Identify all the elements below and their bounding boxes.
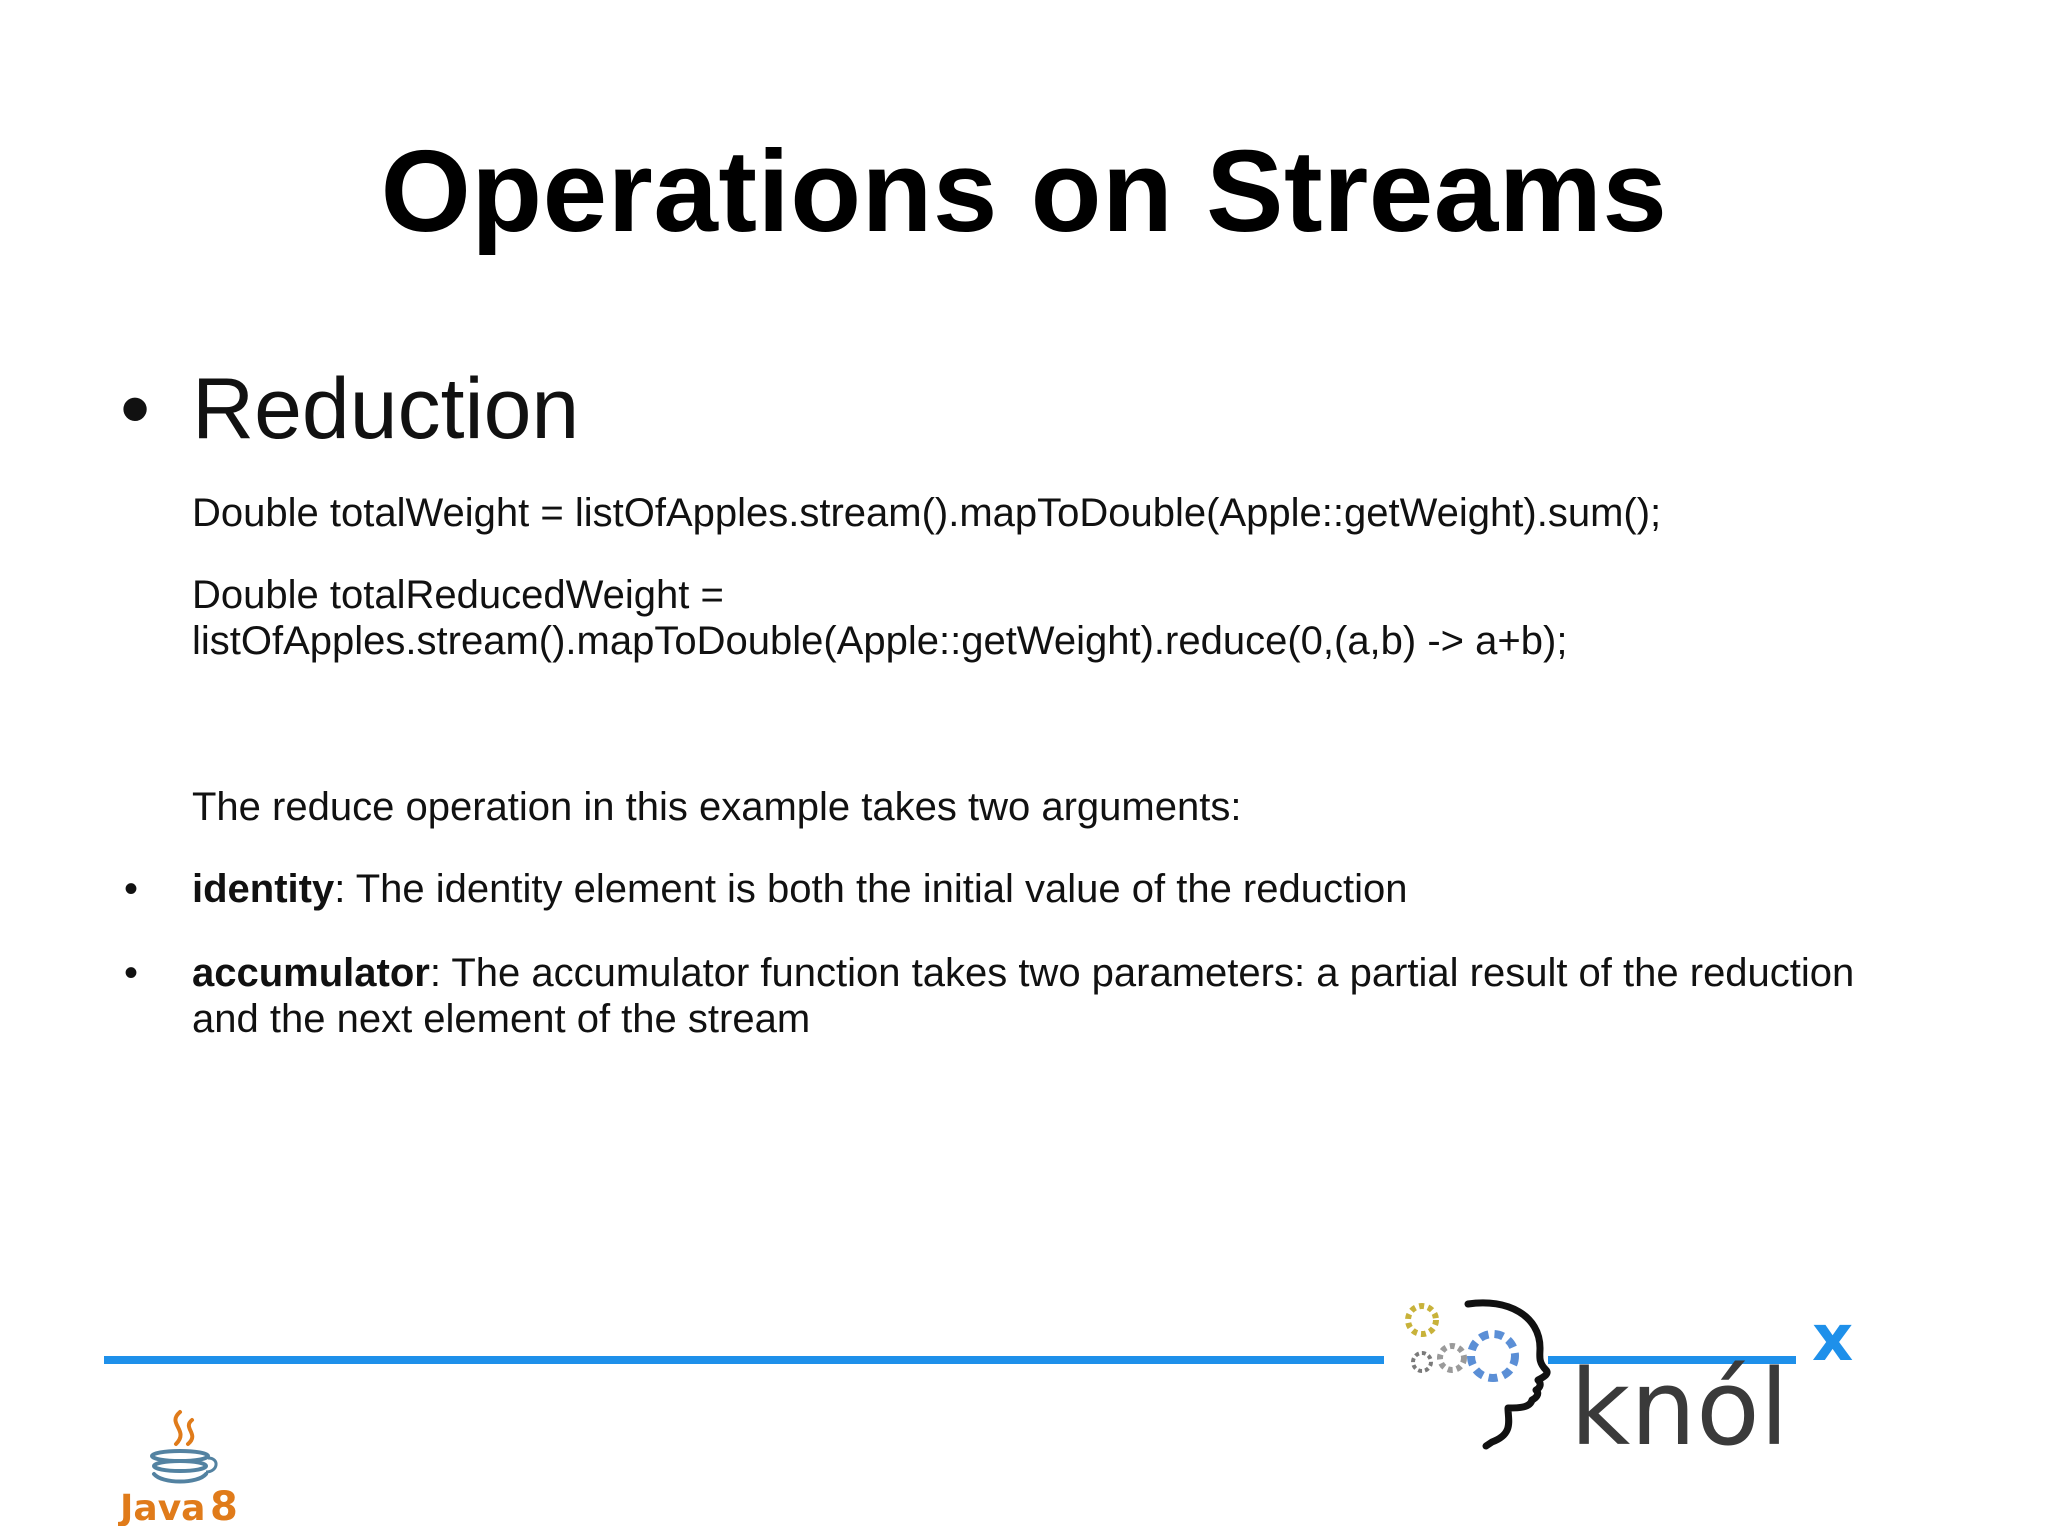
code-line-total-weight: Double totalWeight = listOfApples.stream().mapToDouble(Apple::getWeight).sum(); xyxy=(192,491,1662,535)
term-accumulator: accumulator xyxy=(192,951,430,995)
java8-logo xyxy=(118,1408,248,1526)
main-bullet-label: Reduction xyxy=(192,361,580,457)
java-logo-version: 8 xyxy=(210,1484,238,1526)
term-identity: identity xyxy=(192,867,335,911)
sub-bullet-text xyxy=(192,950,1932,1042)
knolx-logo xyxy=(1390,1296,1860,1476)
bullet-marker: • xyxy=(124,951,139,995)
description-accumulator: : The accumulator function takes two parameters: a partial result of the reduction and the next element of the stream xyxy=(192,951,1855,1041)
knolx-logo-superscript: x xyxy=(1812,1302,1854,1376)
intro-text: The reduce operation in this example takes two arguments: xyxy=(192,785,1242,829)
sub-bullet-text xyxy=(192,866,1932,912)
java-logo-text: Java xyxy=(120,1488,206,1526)
description-identity: : The identity element is both the initial value of the reduction xyxy=(334,867,1408,911)
bullet-marker: • xyxy=(120,361,151,457)
slide-title: Operations on Streams xyxy=(380,126,1668,256)
java-coffee-cup-icon xyxy=(152,1412,216,1482)
head-with-gears-icon xyxy=(1408,1303,1547,1446)
knolx-logo-text: knól xyxy=(1570,1347,1789,1469)
bullet-marker: • xyxy=(124,867,139,911)
footer-line-left xyxy=(104,1356,1384,1364)
code-line-reduced-weight: Double totalReducedWeight = listOfApples.stream().mapToDouble(Apple::getWeight).reduce(0,(a,b) -> a+b); xyxy=(192,573,1568,663)
